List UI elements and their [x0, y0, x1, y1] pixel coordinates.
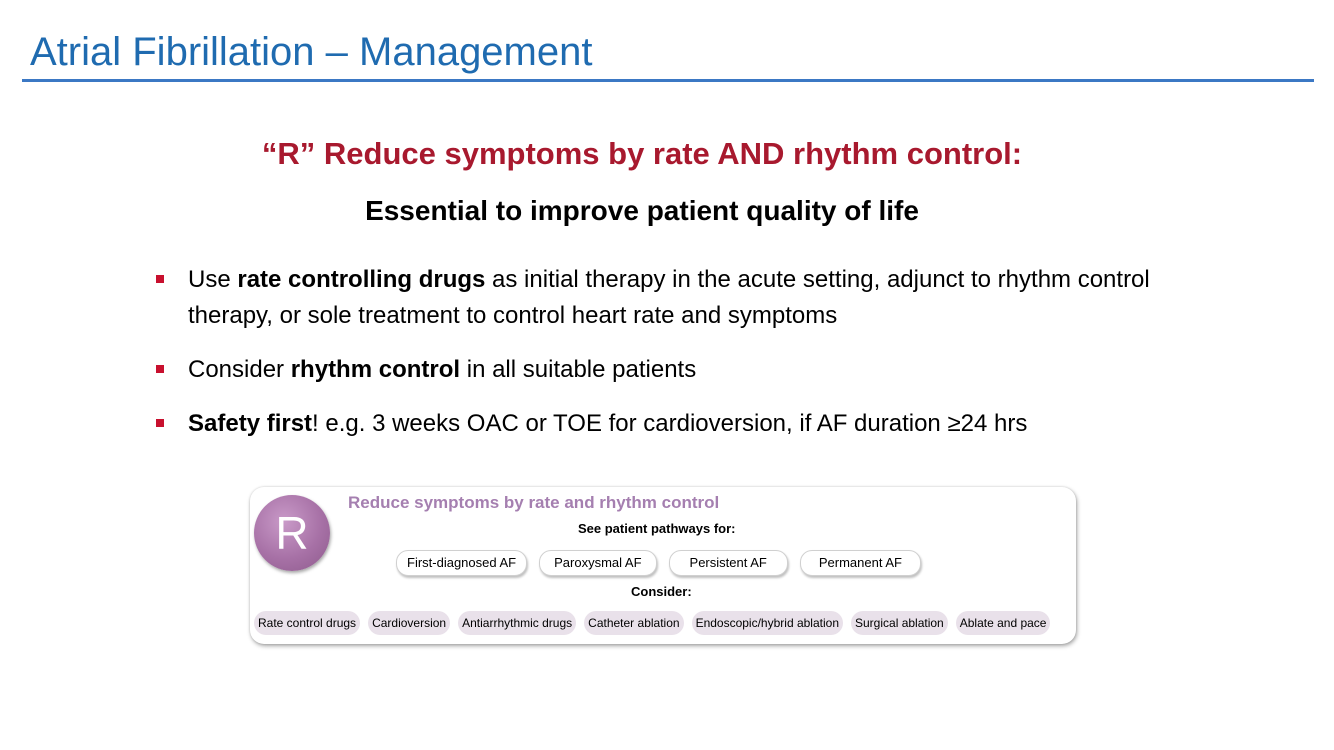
- title-underline: [22, 79, 1314, 82]
- pathway-pill: Permanent AF: [800, 550, 921, 576]
- bullet-text-post: ! e.g. 3 weeks OAC or TOE for cardioversion, if AF duration ≥24 hrs: [312, 410, 1028, 437]
- option-pill: Endoscopic/hybrid ablation: [692, 611, 843, 635]
- option-pill: Antiarrhythmic drugs: [458, 611, 576, 635]
- consider-label: Consider:: [631, 584, 692, 599]
- bullet-text-pre: Use: [188, 266, 238, 293]
- panel-title: Reduce symptoms by rate and rhythm control: [348, 493, 720, 512]
- option-pill: Rate control drugs: [254, 611, 360, 635]
- bullet-text-bold: rate controlling drugs: [237, 266, 486, 293]
- r-summary-panel: [250, 487, 1076, 644]
- bullet-text-pre: Consider: [188, 356, 291, 383]
- option-pill: Cardioversion: [368, 611, 450, 635]
- slide-heading: “R” Reduce symptoms by rate AND rhythm control:: [261, 136, 1023, 171]
- bullet-item: [150, 406, 1180, 442]
- bullet-list: [150, 262, 1180, 460]
- pathways-label: See patient pathways for:: [578, 521, 736, 536]
- bullet-text-post: as initial therapy in the acute setting, adjunct to rhythm control therapy, or sole treatment to control heart rate and symptoms: [188, 266, 1150, 329]
- pathway-pill: Persistent AF: [669, 550, 788, 576]
- option-pill: Ablate and pace: [956, 611, 1051, 635]
- pathway-pill: First-diagnosed AF: [396, 550, 527, 576]
- bullet-item: [150, 262, 1180, 334]
- bullet-text-bold: rhythm control: [290, 356, 461, 383]
- bullet-text-post: in all suitable patients: [460, 356, 697, 383]
- option-pill: Surgical ablation: [851, 611, 948, 635]
- slide-title: Atrial Fibrillation – Management: [30, 30, 593, 74]
- bullet-marker: [156, 275, 164, 283]
- bullet-marker: [156, 419, 164, 427]
- bullet-marker: [156, 365, 164, 373]
- r-letter-badge: R: [254, 495, 330, 571]
- option-list: [254, 611, 1050, 635]
- slide-subheading: Essential to improve patient quality of life: [365, 195, 919, 226]
- bullet-text-bold: Safety first: [188, 410, 313, 437]
- pathway-list: [396, 550, 921, 576]
- option-pill: Catheter ablation: [584, 611, 683, 635]
- pathway-pill: Paroxysmal AF: [539, 550, 656, 576]
- bullet-item: [150, 352, 1180, 388]
